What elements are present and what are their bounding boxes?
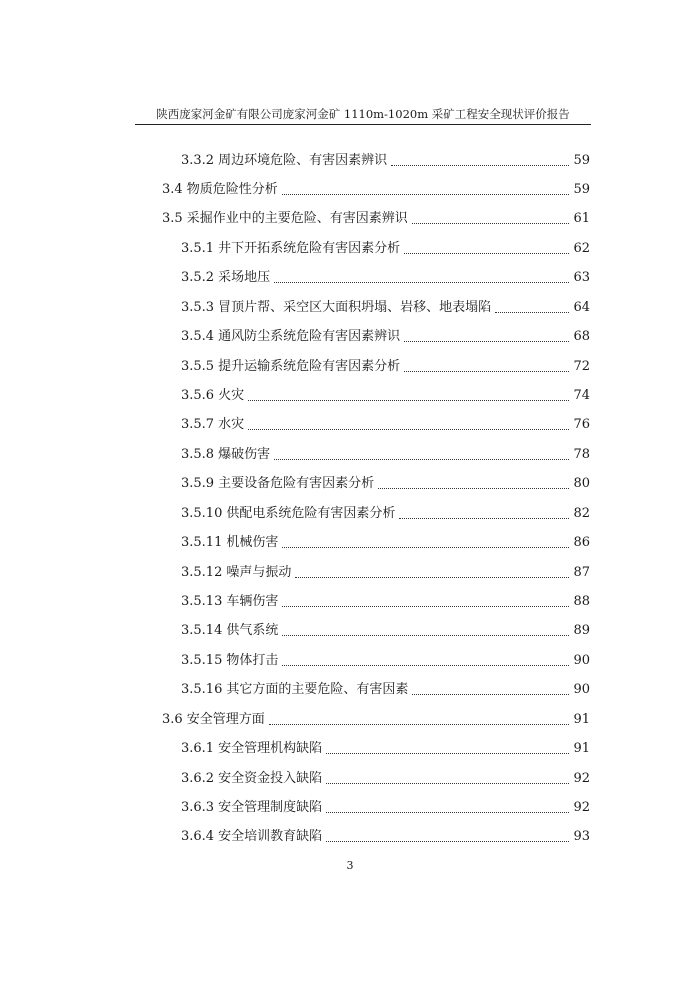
toc-entry-page: 89 xyxy=(573,623,590,638)
toc-entry[interactable] xyxy=(162,175,590,199)
toc-entry[interactable] xyxy=(181,293,590,317)
toc-entry-title: 物质危险性分析 xyxy=(186,182,278,197)
toc-entry[interactable] xyxy=(181,675,590,699)
toc-entry-number: 3.3.2 xyxy=(181,153,215,168)
toc-entry-title: 爆破伤害 xyxy=(218,447,271,462)
toc-entry-page: 72 xyxy=(573,359,590,374)
toc-leader-dots xyxy=(282,665,569,666)
toc-leader-dots xyxy=(282,547,569,548)
toc-entry-page: 82 xyxy=(573,506,590,521)
toc-leader-dots xyxy=(248,400,569,401)
toc-entry-number: 3.5.12 xyxy=(181,565,223,580)
toc-entry-page: 87 xyxy=(573,565,590,580)
toc-entry[interactable] xyxy=(162,705,590,729)
toc-entry-number: 3.5.8 xyxy=(181,447,215,462)
toc-entry[interactable] xyxy=(181,410,590,434)
header-rule xyxy=(135,124,591,125)
toc-entry-title: 水灾 xyxy=(218,417,245,432)
toc-entry-number: 3.5.13 xyxy=(181,594,223,609)
toc-entry-title: 安全管理方面 xyxy=(186,712,265,727)
toc-entry[interactable] xyxy=(181,558,590,582)
toc-entry-page: 91 xyxy=(573,741,590,756)
toc-entry-title: 安全管理机构缺陷 xyxy=(218,741,323,756)
toc-entry[interactable] xyxy=(181,146,590,170)
toc-entry[interactable] xyxy=(181,440,590,464)
toc-entry-page: 59 xyxy=(573,153,590,168)
toc-entry-page: 88 xyxy=(573,594,590,609)
toc-entry-title: 车辆伤害 xyxy=(226,594,279,609)
toc-entry-number: 3.5.15 xyxy=(181,653,223,668)
toc-entry-page: 80 xyxy=(573,476,590,491)
toc-entry-number: 3.5.16 xyxy=(181,682,223,697)
toc-leader-dots xyxy=(326,783,569,784)
toc-entry-page: 63 xyxy=(573,270,590,285)
toc-entry[interactable] xyxy=(181,587,590,611)
page-number: 3 xyxy=(346,859,354,872)
toc-leader-dots xyxy=(412,223,570,224)
toc-leader-dots xyxy=(326,812,569,813)
toc-leader-dots xyxy=(404,341,569,342)
toc-entry-title: 供气系统 xyxy=(226,623,279,638)
toc-entry-number: 3.6.2 xyxy=(181,771,215,786)
toc-entry-page: 92 xyxy=(573,800,590,815)
toc-entry[interactable] xyxy=(181,469,590,493)
toc-leader-dots xyxy=(282,606,569,607)
toc-entry-page: 68 xyxy=(573,329,590,344)
toc-entry[interactable] xyxy=(181,528,590,552)
toc-entry-title: 采掘作业中的主要危险、有害因素辨识 xyxy=(186,211,408,226)
toc-entry-title: 提升运输系统危险有害因素分析 xyxy=(218,359,401,374)
toc-entry-number: 3.5.5 xyxy=(181,359,215,374)
toc-entry-title: 噪声与振动 xyxy=(226,565,292,580)
toc-entry-number: 3.5.14 xyxy=(181,623,223,638)
toc-entry-title: 采场地压 xyxy=(218,270,271,285)
toc-leader-dots xyxy=(274,459,569,460)
toc-entry[interactable] xyxy=(181,352,590,376)
toc-entry-number: 3.5.3 xyxy=(181,300,215,315)
toc-entry-page: 61 xyxy=(573,211,590,226)
toc-leader-dots xyxy=(378,488,569,489)
toc-entry[interactable] xyxy=(181,263,590,287)
toc-entry[interactable] xyxy=(181,734,590,758)
toc-entry[interactable] xyxy=(181,764,590,788)
toc-entry-page: 92 xyxy=(573,771,590,786)
toc-entry-page: 78 xyxy=(573,447,590,462)
toc-entry-title: 机械伤害 xyxy=(226,535,279,550)
toc-leader-dots xyxy=(391,165,569,166)
toc-entry[interactable] xyxy=(181,499,590,523)
running-header: 陕西庞家河金矿有限公司庞家河金矿 1110m-1020m 采矿工程安全现状评价报告 xyxy=(156,107,570,121)
toc-entry-number: 3.5.6 xyxy=(181,388,215,403)
toc-entry[interactable] xyxy=(181,793,590,817)
toc-entry-number: 3.5 xyxy=(162,211,183,226)
toc-entry-number: 3.5.7 xyxy=(181,417,215,432)
toc-entry-title: 井下开拓系统危险有害因素分析 xyxy=(218,241,401,256)
toc-entry-title: 物体打击 xyxy=(226,653,279,668)
toc-entry-page: 93 xyxy=(573,829,590,844)
toc-entry[interactable] xyxy=(181,616,590,640)
toc-entry[interactable] xyxy=(181,234,590,258)
toc-entry-number: 3.5.1 xyxy=(181,241,215,256)
toc-leader-dots xyxy=(274,282,569,283)
toc-entry-title: 周边环境危险、有害因素辨识 xyxy=(218,153,388,168)
toc-entry-number: 3.6.3 xyxy=(181,800,215,815)
toc-entry-page: 91 xyxy=(573,712,590,727)
toc-leader-dots xyxy=(326,753,569,754)
toc-leader-dots xyxy=(282,635,569,636)
toc-entry-number: 3.5.4 xyxy=(181,329,215,344)
toc-leader-dots xyxy=(282,194,570,195)
toc-entry-page: 86 xyxy=(573,535,590,550)
toc-entry-number: 3.5.9 xyxy=(181,476,215,491)
toc-leader-dots xyxy=(404,253,569,254)
toc-leader-dots xyxy=(269,724,570,725)
toc-entry-title: 供配电系统危险有害因素分析 xyxy=(226,506,396,521)
toc-entry-title: 冒顶片帮、采空区大面积坍塌、岩移、地表塌陷 xyxy=(218,300,492,315)
toc-entry-number: 3.4 xyxy=(162,182,183,197)
toc-entry-title: 通风防尘系统危险有害因素辨识 xyxy=(218,329,401,344)
toc-entry[interactable] xyxy=(181,381,590,405)
toc-entry-number: 3.5.10 xyxy=(181,506,223,521)
toc-entry-title: 火灾 xyxy=(218,388,245,403)
toc-entry-page: 76 xyxy=(573,417,590,432)
toc-entry-page: 74 xyxy=(573,388,590,403)
toc-entry-title: 其它方面的主要危险、有害因素 xyxy=(226,682,409,697)
toc-leader-dots xyxy=(326,841,569,842)
toc-entry-page: 90 xyxy=(573,653,590,668)
toc-entry-number: 3.6.4 xyxy=(181,829,215,844)
toc-entry[interactable] xyxy=(181,822,590,846)
toc-leader-dots xyxy=(295,577,569,578)
toc-entry-page: 62 xyxy=(573,241,590,256)
toc-entry[interactable] xyxy=(181,322,590,346)
toc-leader-dots xyxy=(248,429,569,430)
toc-entry-title: 安全资金投入缺陷 xyxy=(218,771,323,786)
toc-entry-title: 安全管理制度缺陷 xyxy=(218,800,323,815)
toc-entry-page: 59 xyxy=(573,182,590,197)
toc-entry-number: 3.5.2 xyxy=(181,270,215,285)
toc-entry[interactable] xyxy=(181,646,590,670)
toc-entry-number: 3.5.11 xyxy=(181,535,223,550)
toc-entry-number: 3.6 xyxy=(162,712,183,727)
toc-entry[interactable] xyxy=(162,204,590,228)
toc-leader-dots xyxy=(495,312,569,313)
toc-entry-title: 安全培训教育缺陷 xyxy=(218,829,323,844)
toc-entry-title: 主要设备危险有害因素分析 xyxy=(218,476,375,491)
toc-leader-dots xyxy=(412,694,569,695)
toc-entry-page: 90 xyxy=(573,682,590,697)
toc-leader-dots xyxy=(399,518,569,519)
toc-entry-number: 3.6.1 xyxy=(181,741,215,756)
toc-leader-dots xyxy=(404,371,569,372)
toc-entry-page: 64 xyxy=(573,300,590,315)
